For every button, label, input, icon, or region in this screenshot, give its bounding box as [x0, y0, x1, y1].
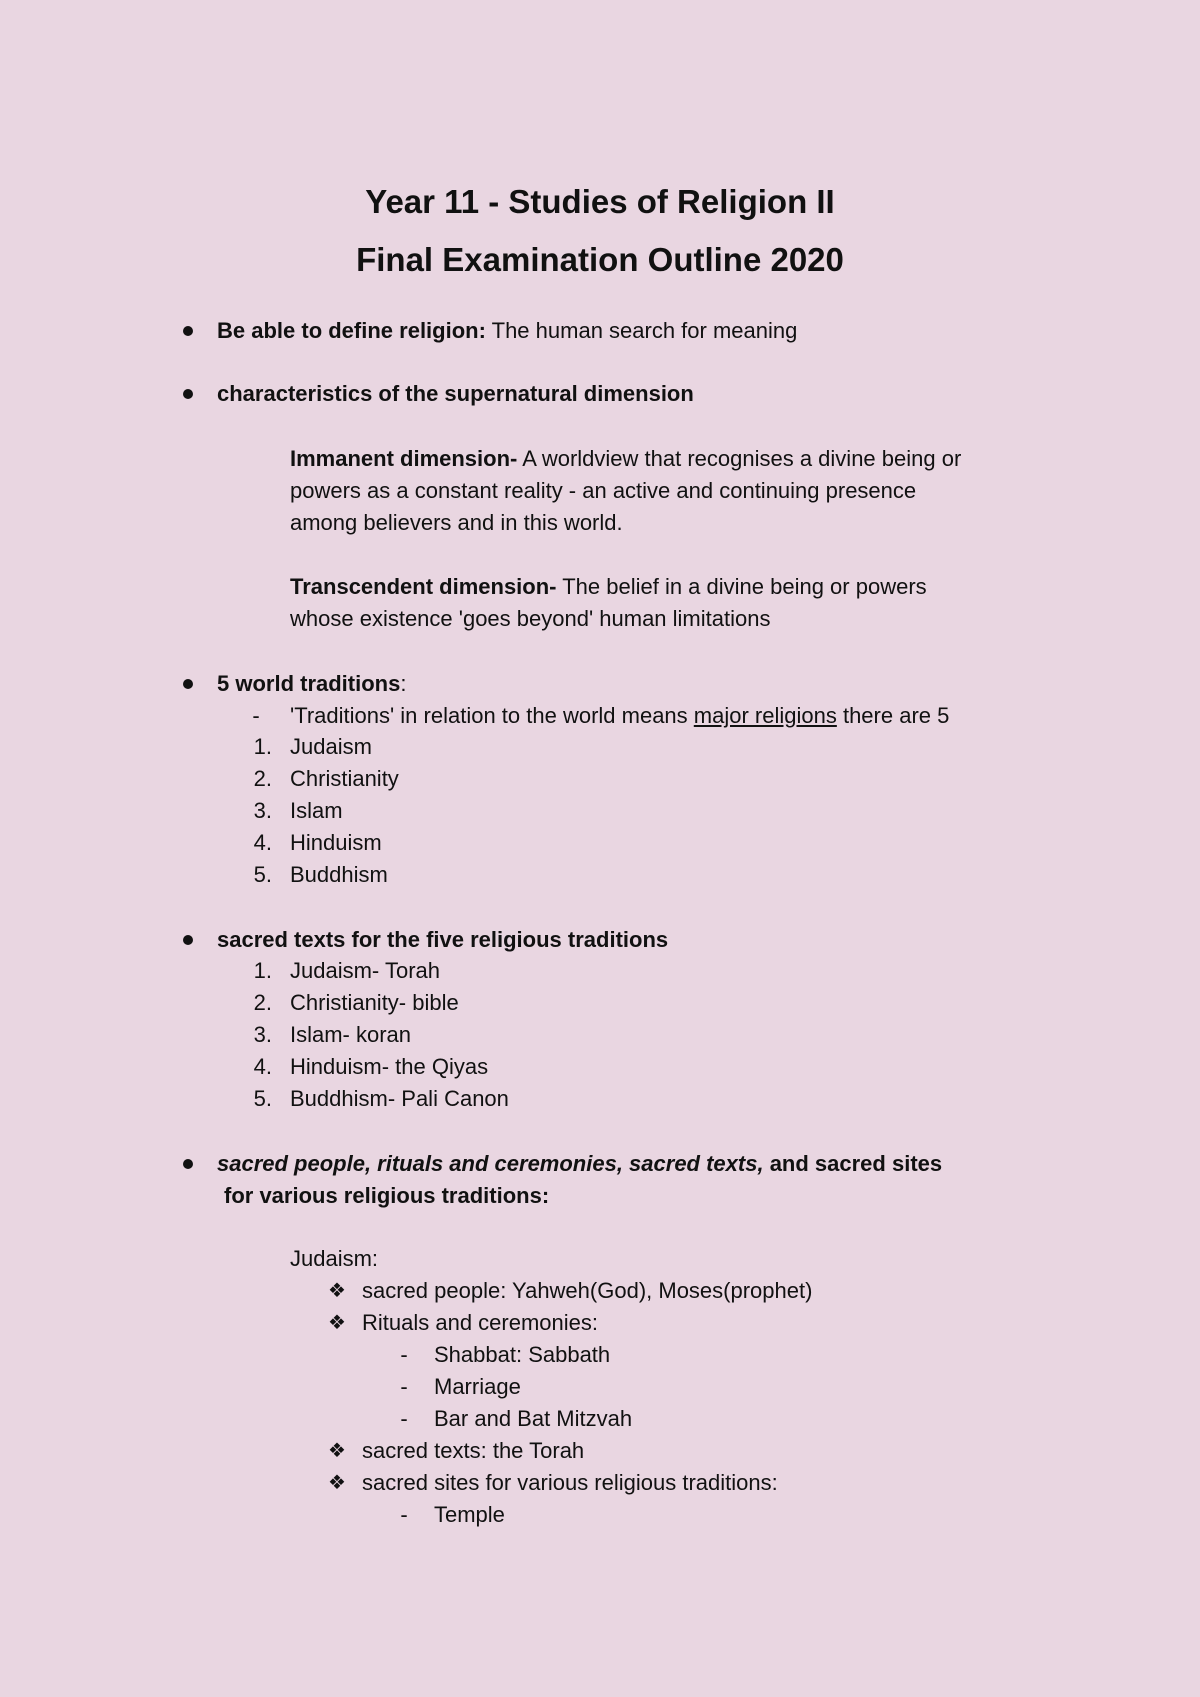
- ritual-item: Shabbat: Sabbath: [434, 1342, 611, 1367]
- sacred-people-item: sacred people: Yahweh(God), Moses(prophet): [362, 1278, 813, 1303]
- diamond-bullet-icon: ❖: [328, 1280, 346, 1302]
- dash-marker: -: [400, 1374, 408, 1399]
- list-item: Buddhism- Pali Canon: [290, 1086, 509, 1111]
- sacred-texts-heading: sacred texts for the five religious traditions: [217, 927, 669, 952]
- list-number: 4.: [253, 830, 272, 855]
- list-number: 4.: [253, 1054, 272, 1079]
- dash-marker: -: [400, 1502, 408, 1527]
- list-number: 5.: [253, 1086, 272, 1111]
- transcendent-line-2: whose existence 'goes beyond' human limitations: [290, 606, 771, 631]
- list-number: 3.: [253, 1022, 272, 1047]
- immanent-line-2: powers as a constant reality - an active and continuing presence: [290, 478, 917, 503]
- define-religion-item: [217, 315, 797, 347]
- dash-marker: -: [400, 1342, 408, 1367]
- ritual-item: Marriage: [434, 1374, 521, 1399]
- world-traditions-heading: [217, 668, 406, 700]
- sacred-aspects-heading-line-2: for various religious traditions:: [224, 1183, 550, 1208]
- list-item: Christianity- bible: [290, 990, 459, 1015]
- sacred-aspects-italic: sacred people, rituals and ceremonies, sacred texts,: [217, 1151, 764, 1176]
- world-traditions-label: 5 world traditions: [217, 671, 401, 696]
- immanent-line-1: [290, 443, 961, 475]
- immanent-label: Immanent dimension-: [290, 446, 518, 471]
- sacred-aspects-rest: and sacred sites: [763, 1151, 943, 1176]
- world-traditions-colon: :: [400, 671, 407, 696]
- list-item: Judaism- Torah: [290, 958, 440, 983]
- list-item: Hinduism: [290, 830, 382, 855]
- rituals-item: Rituals and ceremonies:: [362, 1310, 599, 1335]
- sacred-texts-item: sacred texts: the Torah: [362, 1438, 585, 1463]
- document-title: Year 11 - Studies of Religion II: [365, 183, 835, 220]
- sacred-sites-item: sacred sites for various religious traditions:: [362, 1470, 778, 1495]
- bullet-icon: [183, 935, 193, 945]
- diamond-bullet-icon: ❖: [328, 1472, 346, 1494]
- document-subtitle: Final Examination Outline 2020: [356, 241, 844, 278]
- list-item: Islam: [290, 798, 343, 823]
- define-religion-text: The human search for meaning: [485, 318, 798, 343]
- site-item: Temple: [434, 1502, 505, 1527]
- bullet-icon: [183, 326, 193, 336]
- list-number: 1.: [253, 958, 272, 983]
- bullet-icon: [183, 389, 193, 399]
- sacred-aspects-heading: [217, 1148, 942, 1180]
- list-item: Judaism: [290, 734, 372, 759]
- diamond-bullet-icon: ❖: [328, 1312, 346, 1334]
- transcendent-label: Transcendent dimension-: [290, 574, 557, 599]
- list-number: 1.: [253, 734, 272, 759]
- traditions-definition-text: 'Traditions' in relation to the world means: [290, 703, 694, 728]
- dash-marker: -: [400, 1406, 408, 1431]
- major-religions-link: major religions: [693, 703, 837, 728]
- judaism-label: Judaism:: [290, 1246, 379, 1271]
- diamond-bullet-icon: ❖: [328, 1440, 346, 1462]
- list-number: 2.: [253, 990, 272, 1015]
- list-number: 2.: [253, 766, 272, 791]
- list-item: Hinduism- the Qiyas: [290, 1054, 489, 1079]
- immanent-line-3: among believers and in this world.: [290, 510, 623, 535]
- supernatural-heading: characteristics of the supernatural dimension: [217, 381, 694, 406]
- transcendent-line-1: [290, 571, 927, 603]
- traditions-count-text: there are 5: [836, 703, 950, 728]
- transcendent-text-1: The belief in a divine being or powers: [556, 574, 927, 599]
- dash-marker: -: [252, 703, 260, 728]
- list-item: Islam- koran: [290, 1022, 412, 1047]
- list-number: 5.: [253, 862, 272, 887]
- list-item: Buddhism: [290, 862, 388, 887]
- list-number: 3.: [253, 798, 272, 823]
- bullet-icon: [183, 679, 193, 689]
- traditions-definition: [290, 700, 949, 732]
- immanent-text-1: A worldview that recognises a divine being or: [517, 446, 962, 471]
- list-item: Christianity: [290, 766, 399, 791]
- ritual-item: Bar and Bat Mitzvah: [434, 1406, 633, 1431]
- bullet-icon: [183, 1159, 193, 1169]
- define-religion-label: Be able to define religion:: [217, 318, 486, 343]
